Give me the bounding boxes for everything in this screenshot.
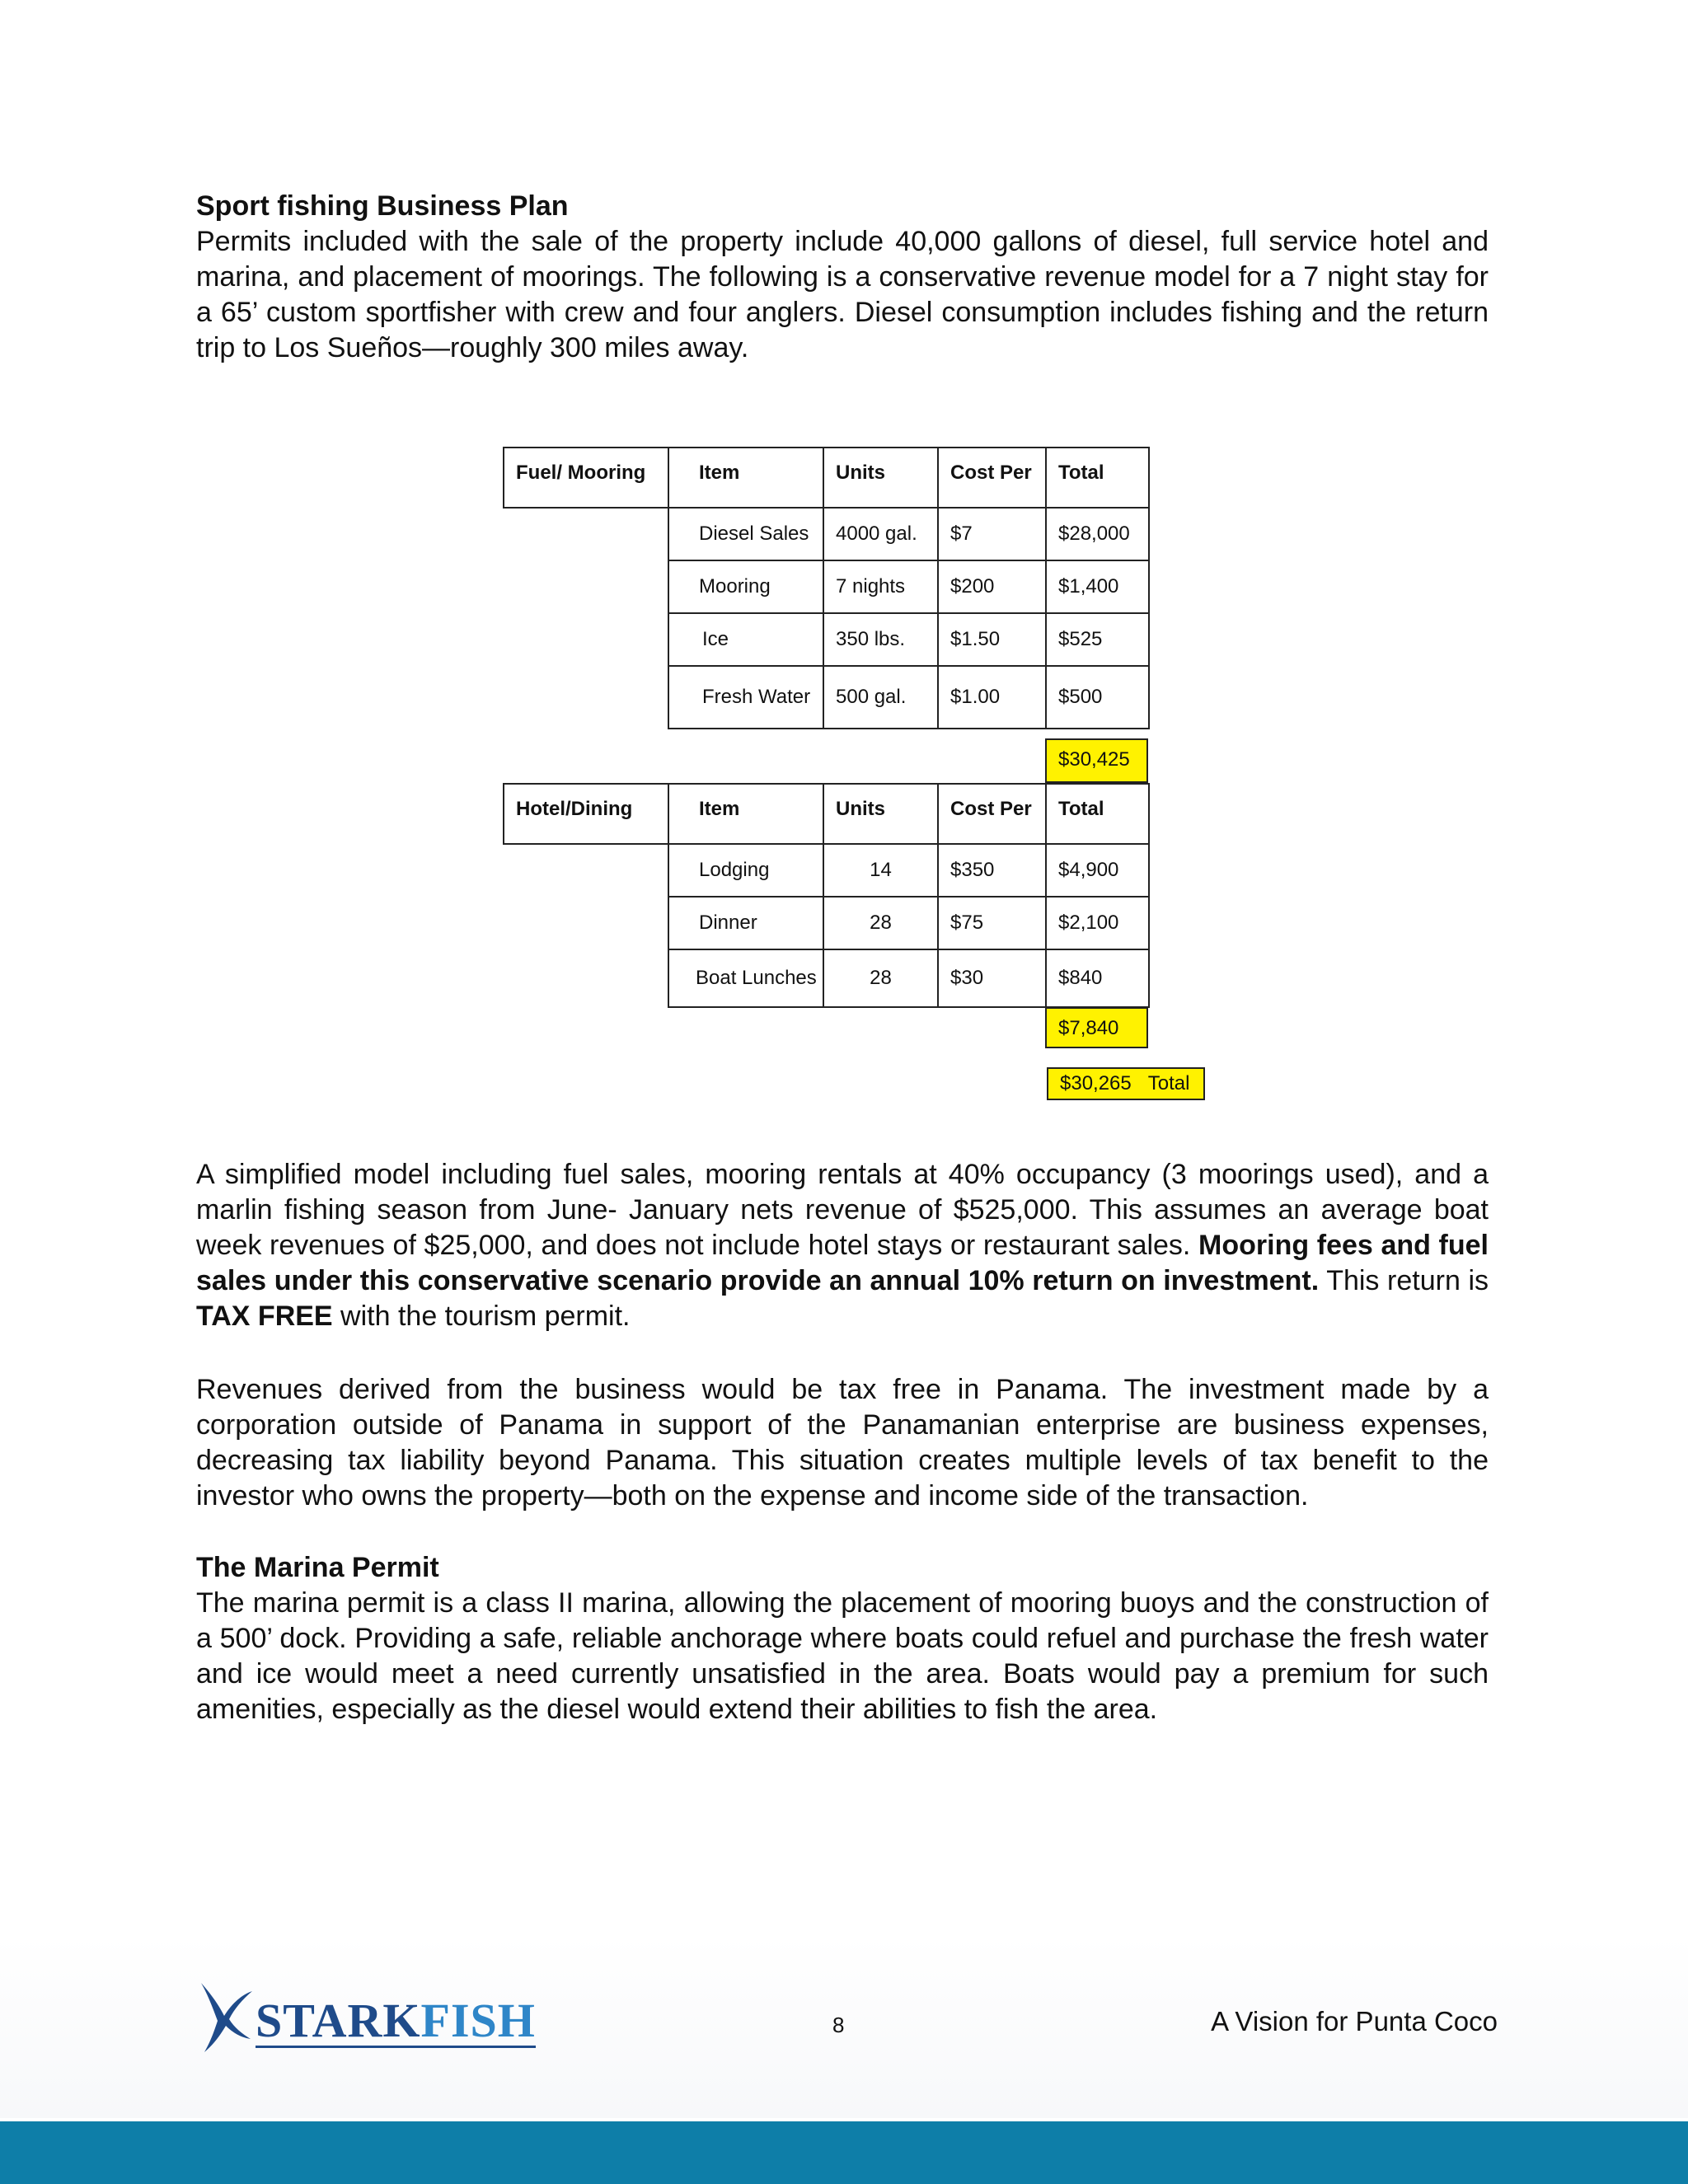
item-cell: Mooring: [668, 560, 823, 613]
footer-title: A Vision for Punta Coco: [1211, 2006, 1498, 2036]
header-cell: Cost Per: [938, 784, 1046, 844]
total-cell: $4,900: [1046, 844, 1149, 897]
hotel-subtotal: $7,840: [1045, 1007, 1148, 1048]
units-cell: 350 lbs.: [823, 613, 938, 666]
marina-section: [196, 1550, 1489, 1727]
section-label: Hotel/Dining: [504, 784, 668, 844]
units-cell: 7 nights: [823, 560, 938, 613]
fish-icon: [196, 1980, 254, 2054]
units-cell: 14: [823, 844, 938, 897]
header-cell: Cost Per: [938, 448, 1046, 508]
section-label: Fuel/ Mooring: [504, 448, 668, 508]
cost-cell: $75: [938, 897, 1046, 949]
item-cell: Diesel Sales: [668, 508, 823, 560]
model-text: A simplified model including fuel sales, mooring rentals at 40% occupancy (3 moorings used), and a marlin fishing season from June- January nets revenue of $525,000. This assumes an average boat week revenues of $25,000, and does not include hotel stays or restaurant sales.: [196, 1159, 1489, 1261]
total-cell: $28,000: [1046, 508, 1149, 560]
table-row: [504, 897, 1149, 949]
units-cell: 28: [823, 949, 938, 1007]
item-cell: Lodging: [668, 844, 823, 897]
grand-total: [1047, 1067, 1205, 1100]
header-cell: Item: [668, 448, 823, 508]
cost-cell: $1.00: [938, 666, 1046, 729]
model-paragraph: [196, 1157, 1489, 1334]
cost-cell: $7: [938, 508, 1046, 560]
cost-cell: $30: [938, 949, 1046, 1007]
table-header-row: [504, 784, 1149, 844]
units-cell: 28: [823, 897, 938, 949]
section-heading: The Marina Permit: [196, 1552, 439, 1583]
model-section: [196, 1157, 1489, 1334]
model-text: with the tourism permit.: [332, 1301, 631, 1332]
model-text: This return is: [1319, 1265, 1489, 1296]
item-cell: Ice: [668, 613, 823, 666]
total-cell: $525: [1046, 613, 1149, 666]
grand-total-label: Total: [1147, 1072, 1190, 1094]
item-cell: Fresh Water: [668, 666, 823, 729]
tax-section: [196, 1372, 1489, 1514]
item-cell: Boat Lunches: [668, 949, 823, 1007]
tax-free-emphasis: TAX FREE: [196, 1301, 333, 1332]
item-cell: Dinner: [668, 897, 823, 949]
table-row: [504, 666, 1149, 729]
table-row: [504, 560, 1149, 613]
model-emphasis: Mooring fees and fuel sales under this conservative scenario provide an annual 10% return on investment.: [196, 1230, 1489, 1296]
total-cell: $500: [1046, 666, 1149, 729]
table-row: [504, 508, 1149, 560]
cost-cell: $1.50: [938, 613, 1046, 666]
grand-total-value: $30,265: [1060, 1072, 1132, 1094]
tax-paragraph: Revenues derived from the business would be tax free in Panama. The investment made by a corporation outside of Panama in support of the Panamanian enterprise are business expenses, decreasing tax liability beyond Panama. This situation creates multiple levels of tax benefit to the investor who owns the property—both on the expense and income side of the transaction.: [196, 1374, 1489, 1511]
logo-fish-text: FISH: [420, 1994, 536, 2047]
header-cell: Units: [823, 448, 938, 508]
cost-cell: $350: [938, 844, 1046, 897]
page-number: 8: [832, 2013, 845, 2037]
units-cell: 500 gal.: [823, 666, 938, 729]
intro-paragraph: Permits included with the sale of the property include 40,000 gallons of diesel, full service hotel and marina, and placement of moorings. The following is a conservative revenue model for a 7 night stay for a 65’ custom sportfisher with crew and four anglers. Diesel consumption includes fishing and the return trip to Los Sueños—roughly 300 miles away.: [196, 226, 1489, 363]
table-row: [504, 844, 1149, 897]
header-cell: Total: [1046, 784, 1149, 844]
header-cell: Item: [668, 784, 823, 844]
header-cell: Total: [1046, 448, 1149, 508]
total-cell: $2,100: [1046, 897, 1149, 949]
hotel-dining-table: [503, 783, 1150, 1008]
footer-bar: [0, 2121, 1688, 2184]
marina-paragraph: The marina permit is a class II marina, allowing the placement of mooring buoys and the construction of a 500’ dock. Providing a safe, reliable anchorage where boats could refuel and purchase the fresh water and ice would meet a need currently unsatisfied in the area. Boats would pay a premium for such amenities, especially as the diesel would extend their abilities to fish the area.: [196, 1587, 1489, 1725]
header-cell: Units: [823, 784, 938, 844]
logo-wordmark: [256, 1996, 536, 2048]
table-row: [504, 613, 1149, 666]
table-row: [504, 949, 1149, 1007]
logo-stark-text: STARK: [256, 1994, 421, 2047]
cost-cell: $200: [938, 560, 1046, 613]
intro-section: [196, 189, 1489, 366]
table-header-row: [504, 448, 1149, 508]
total-cell: $840: [1046, 949, 1149, 1007]
starkfish-logo: [196, 1980, 542, 2054]
units-cell: 4000 gal.: [823, 508, 938, 560]
total-cell: $1,400: [1046, 560, 1149, 613]
fuel-subtotal: $30,425: [1045, 738, 1148, 783]
fuel-mooring-table: [503, 447, 1150, 729]
section-heading: Sport fishing Business Plan: [196, 190, 569, 222]
